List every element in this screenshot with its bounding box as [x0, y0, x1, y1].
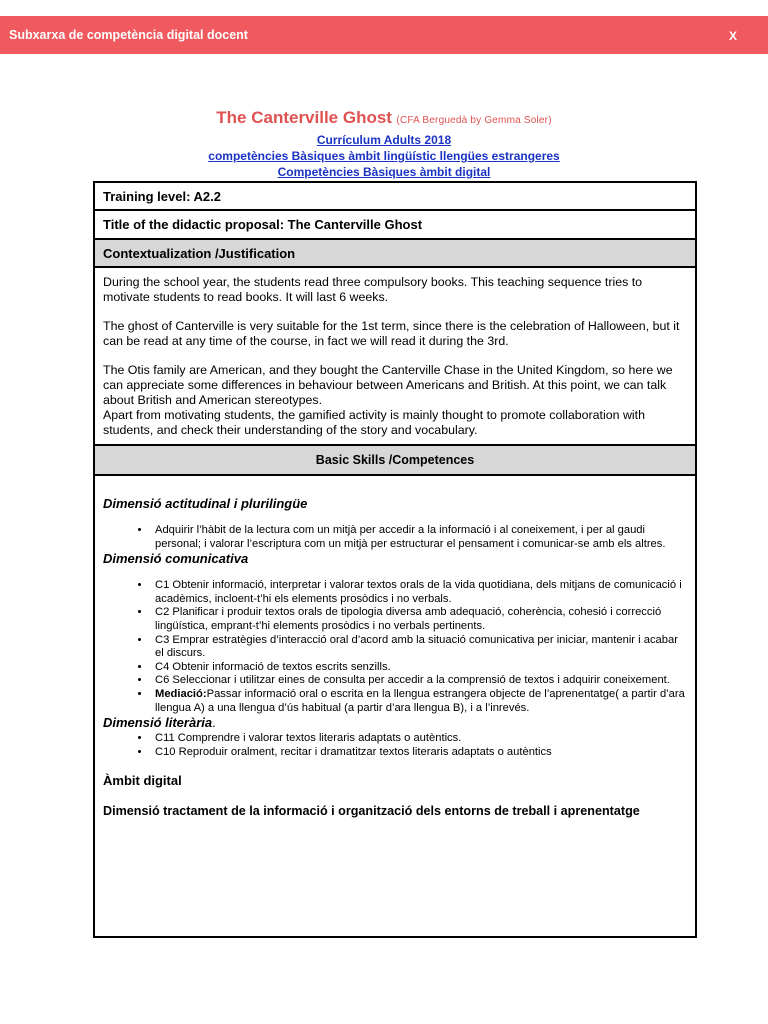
list-item: • C4 Obtenir informació de textos escrits senzills.	[151, 661, 687, 675]
xtec-logo-icon: X	[728, 29, 737, 43]
context-body	[94, 267, 696, 445]
mediacio-label: Mediació:	[155, 687, 207, 700]
context-paragraph: Apart from motivating students, the gamified activity is mainly thought to promote collaboration with students, and check their understanding of the story and vocabulary.	[103, 408, 646, 437]
skills-heading: Basic Skills /Competences	[94, 445, 696, 475]
training-level: Training level: A2.2	[94, 182, 696, 210]
list-item: • C1 Obtenir informació, interpretar i valorar textos orals de la vida quotidiana, dels mitjans de comunicació i acadèmics, incloent-t’hi els elements prosòdics i no verbals.	[151, 579, 687, 606]
ambit-digital-title: Àmbit digital	[103, 773, 182, 789]
link-competencies-language[interactable]: competències Bàsiques àmbit lingüístic llengües estrangeres	[208, 149, 560, 163]
tractament-title: Dimensió tractament de la informació i organització dels entorns de treball i aprenentatge	[103, 804, 640, 819]
dimension-list	[103, 732, 687, 759]
list-item: • C6 Seleccionar i utilitzar eines de consulta per accedir a la comprensió de textos i adquirir coneixement.	[151, 674, 687, 688]
context-paragraph: The Otis family are American, and they bought the Canterville Chase in the United Kingdom, so here we can appreciate some differences in behaviour between Americans and British. At this point, we can talk about British and American stereotypes.	[103, 363, 673, 407]
top-banner	[0, 16, 768, 54]
skills-body	[94, 475, 696, 937]
list-item: • C2 Planificar i produir textos orals de tipologia diversa amb adequació, coherència, cohesió i correcció lingüística, emprant-t’hi elements prosòdics i no verbals pertinents.	[151, 606, 687, 633]
mediacio-text: Passar informació oral o escrita en la llengua estrangera objecte de l’aprenentatge( a partir d’ara llengua A) a una llengua d’ús habitual (a partir d’ara llengua B), i a l’inrevés.	[155, 687, 685, 714]
dimension-title: Dimensió comunicativa	[103, 551, 249, 567]
link-curriculum[interactable]: Currículum Adults 2018	[316, 133, 452, 147]
banner-title: Subxarxa de competència digital docent	[9, 28, 248, 42]
dimension-title: Dimensió actitudinal i plurilingüe	[103, 496, 308, 511]
dimension-title: Dimensió literària.	[103, 715, 216, 731]
page-title: The Canterville Ghost	[216, 108, 392, 127]
page-subtitle: (CFA Berguedà by Gemma Soler)	[396, 115, 552, 126]
list-item: • Adquirir l’hàbit de la lectura com un mitjà per accedir a la informació i al coneixement, i per al gaudi personal; i valorar l’escriptura com un mitjà per estructurar el pensament i comunicar-se amb els altres.	[151, 524, 687, 551]
document-header	[0, 108, 768, 180]
proposal-table	[93, 181, 697, 938]
context-heading: Contextualization /Justification	[94, 239, 696, 267]
link-competencies-digital[interactable]: Competències Bàsiques àmbit digital	[277, 165, 491, 179]
context-paragraph: The ghost of Canterville is very suitable for the 1st term, since there is the celebration of Halloween, but it can be read at any time of the course, in fact we will read it during the 3rd.	[103, 319, 680, 348]
dimension-list	[103, 524, 687, 551]
list-item: • C10 Reproduir oralment, recitar i dramatitzar textos literaris adaptats o autèntics	[151, 746, 687, 760]
context-paragraph: During the school year, the students read three compulsory books. This teaching sequence tries to motivate students to read books. It will last 6 weeks.	[103, 275, 643, 304]
dimension-list	[103, 579, 687, 715]
list-item: • C11 Comprendre i valorar textos literaris adaptats o autèntics.	[151, 732, 687, 746]
list-item: • C3 Emprar estratègies d’interacció oral d’acord amb la situació comunicativa per iniciar, mantenir i acabar el discurs.	[151, 634, 687, 661]
proposal-title: Title of the didactic proposal: The Canterville Ghost	[94, 210, 696, 239]
list-item	[151, 688, 687, 715]
